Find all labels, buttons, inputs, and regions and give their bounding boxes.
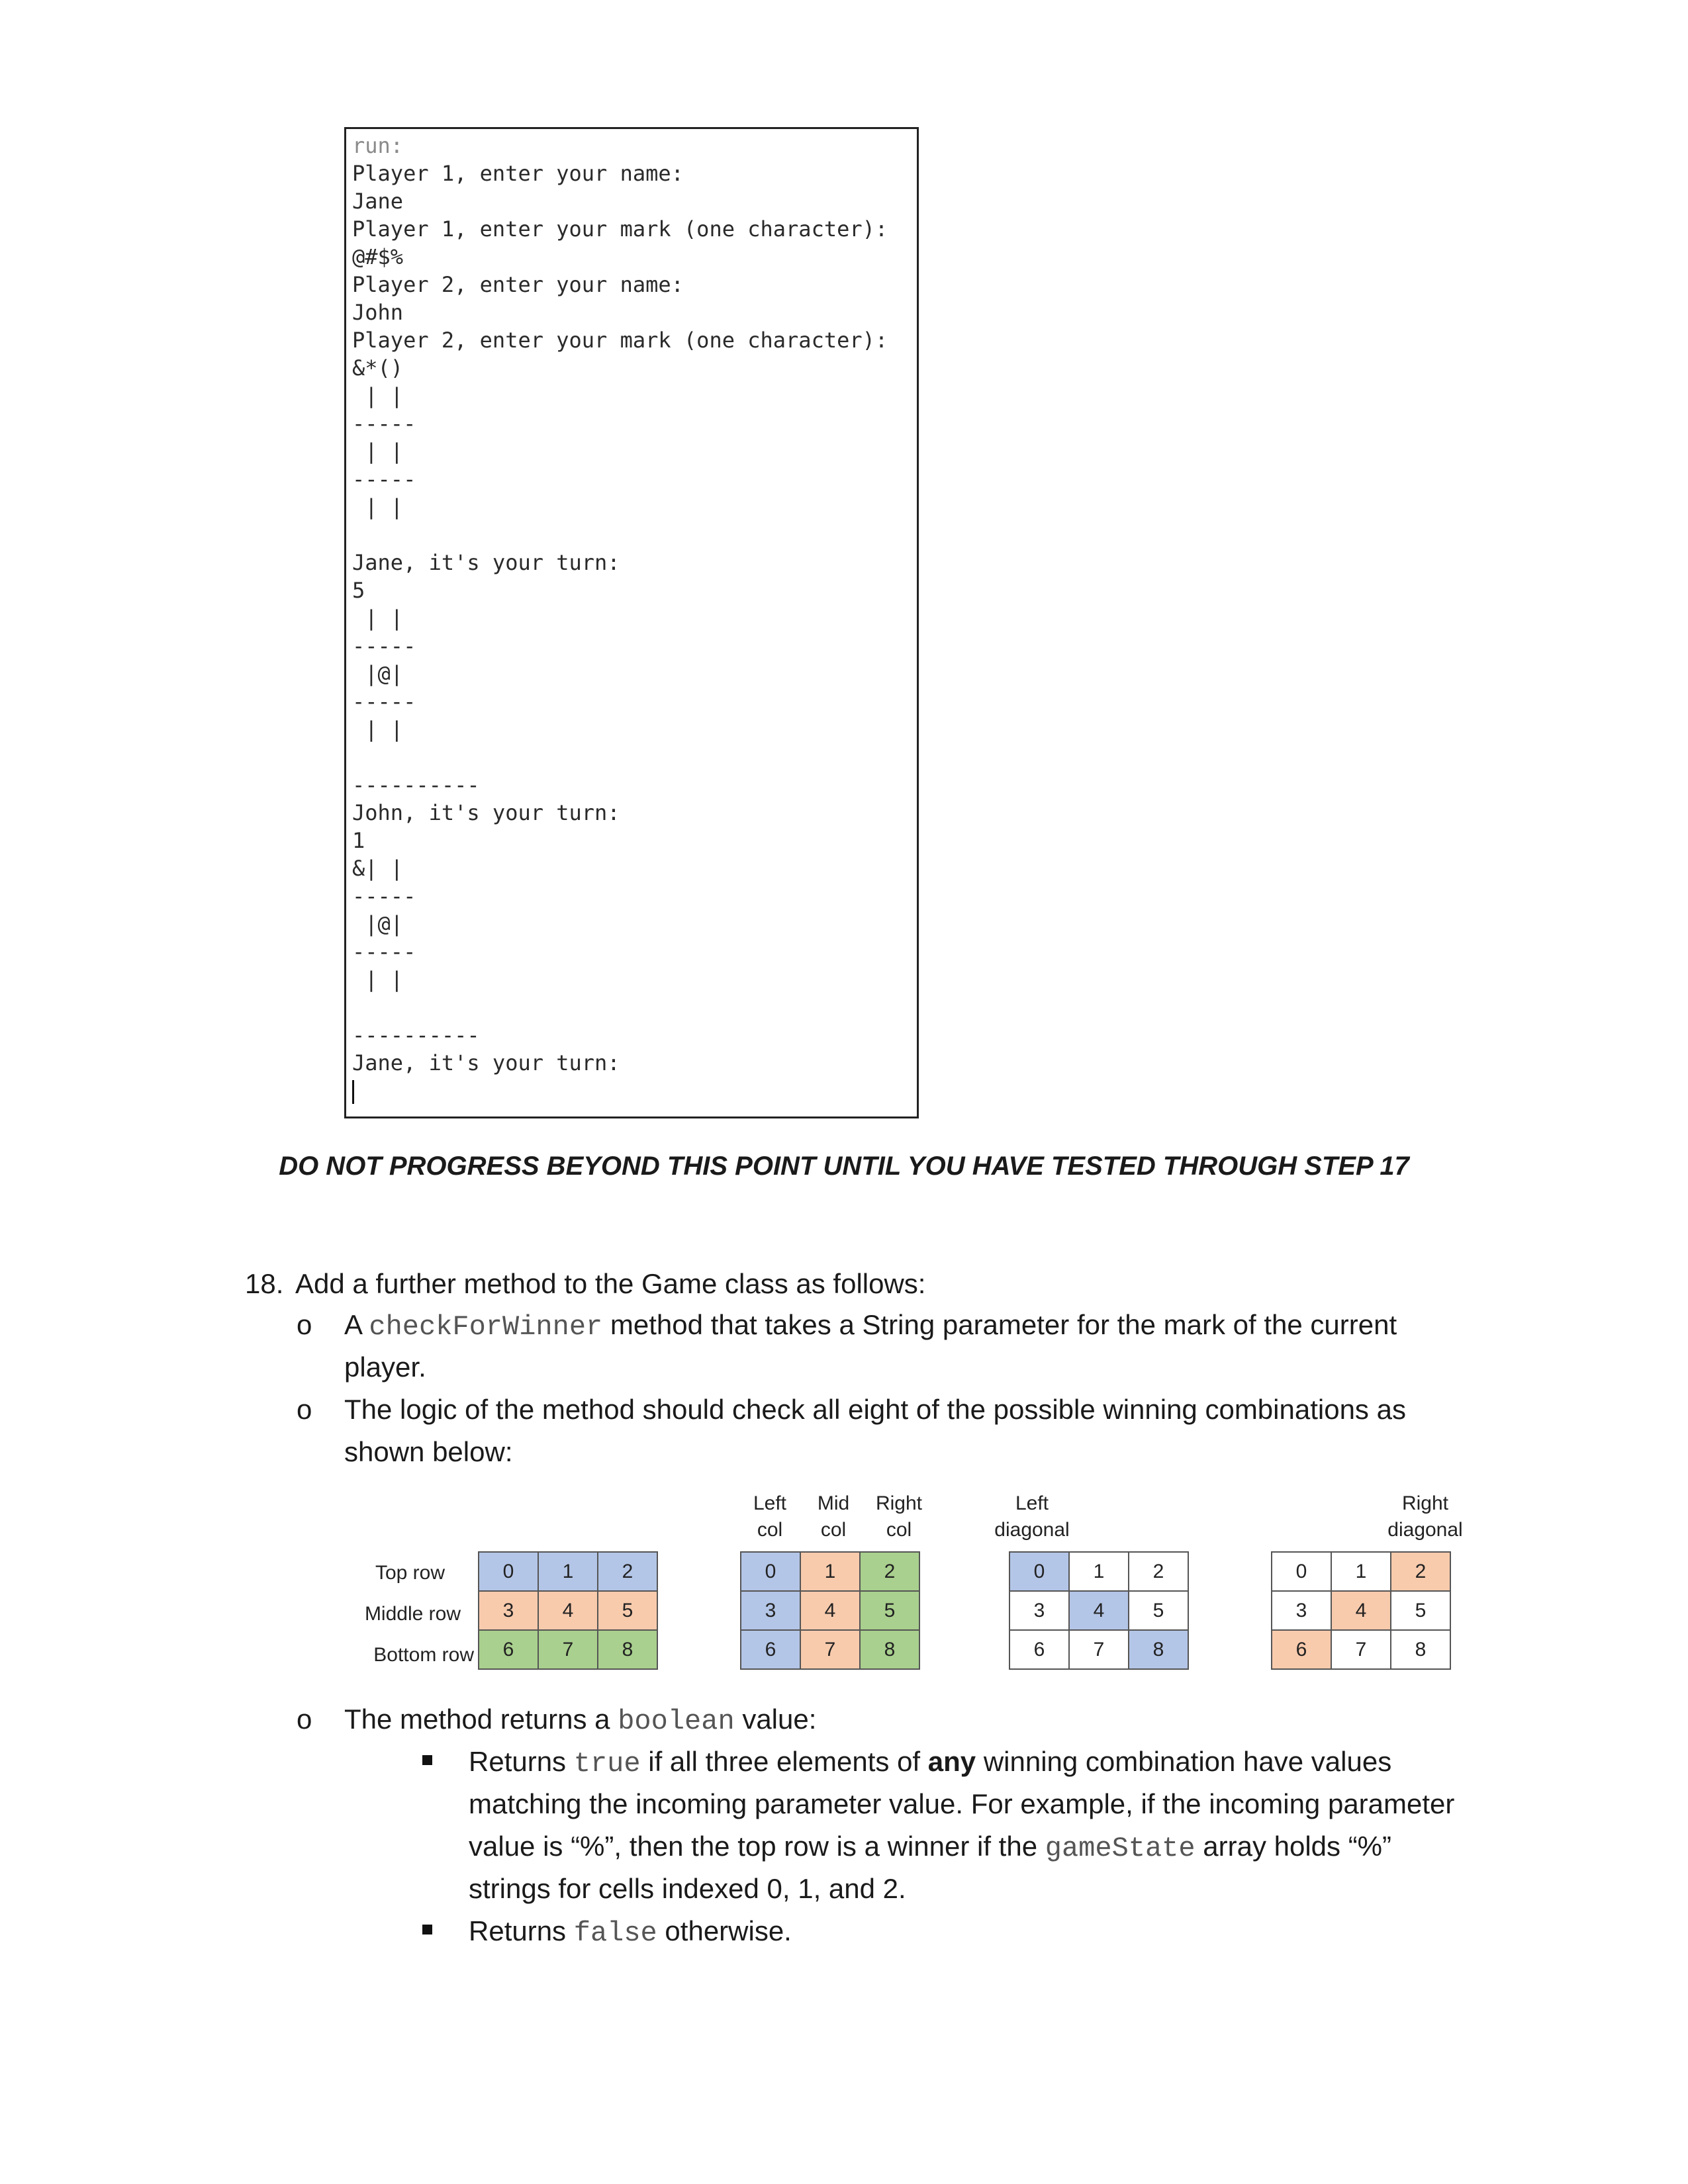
console-line: Player 2, enter your name: — [352, 272, 684, 297]
console-line — [352, 743, 917, 771]
square-bullet-icon — [422, 1755, 432, 1765]
console-line: | | — [352, 383, 404, 408]
cell: 3 — [1009, 1591, 1069, 1630]
bullet-returns-boolean: The method returns a boolean value: — [344, 1704, 817, 1737]
col-label-left: Left col — [753, 1492, 787, 1541]
console-line: Player 1, enter your name: — [352, 161, 684, 186]
console-line: ----- — [352, 411, 416, 436]
console-line: ----- — [352, 689, 416, 714]
cell: 7 — [1331, 1630, 1391, 1669]
cell: 7 — [538, 1630, 598, 1669]
console-line: ---------- — [352, 772, 480, 797]
console-line: run: — [352, 133, 404, 158]
console-line: | | — [352, 606, 404, 631]
console-line: | | — [352, 967, 404, 992]
step-number: 18. — [245, 1268, 284, 1299]
cell: 6 — [741, 1630, 800, 1669]
cell: 6 — [479, 1630, 538, 1669]
console-input-line[interactable] — [352, 1077, 917, 1105]
console-line: @#$% — [352, 244, 404, 269]
bullet-logic: The logic of the method should check all eight of the possible winning combinations as — [344, 1394, 1406, 1425]
console-line: John — [352, 300, 404, 325]
cell: 7 — [800, 1630, 860, 1669]
sub-bullet-true-line4: strings for cells indexed 0, 1, and 2. — [469, 1873, 906, 1904]
square-bullet-icon — [422, 1925, 432, 1934]
cell: 1 — [800, 1552, 860, 1591]
sub-bullet-true-line2: matching the incoming parameter value. For example, if the incoming parameter — [469, 1788, 1455, 1819]
cell: 1 — [1331, 1552, 1391, 1591]
label-left-diagonal: Left diagonal — [994, 1492, 1070, 1541]
console-line: ---------- — [352, 1023, 480, 1048]
console-line: &*() — [352, 355, 404, 381]
grid-right-diagonal — [1271, 1551, 1451, 1670]
console-line: Player 2, enter your mark (one character): — [352, 328, 888, 353]
console-line: Jane, it's your turn: — [352, 550, 620, 575]
sub-bullet-true: Returns true if all three elements of any winning combination have values — [469, 1746, 1392, 1780]
console-line — [352, 993, 917, 1021]
console-line: 5 — [352, 578, 365, 603]
cell: 5 — [1129, 1591, 1188, 1630]
cell: 6 — [1009, 1630, 1069, 1669]
label-right-diagonal: Right diagonal — [1387, 1492, 1463, 1541]
step-text: Add a further method to the Game class as follows: — [295, 1268, 926, 1299]
console-line: John, it's your turn: — [352, 800, 620, 825]
text-cursor — [352, 1080, 354, 1104]
cell: 1 — [538, 1552, 598, 1591]
cell: 5 — [598, 1591, 657, 1630]
console-line: ----- — [352, 939, 416, 964]
bullet-logic-cont: shown below: — [344, 1436, 513, 1467]
cell: 0 — [1272, 1552, 1331, 1591]
cell: 4 — [1069, 1591, 1129, 1630]
cell: 8 — [860, 1630, 919, 1669]
console-line: ----- — [352, 467, 416, 492]
circle-bullet-icon: o — [297, 1309, 312, 1340]
console-line: | | — [352, 717, 404, 742]
console-output — [344, 127, 919, 1118]
console-line: ----- — [352, 633, 416, 659]
cell: 2 — [860, 1552, 919, 1591]
console-line: Jane, it's your turn: — [352, 1050, 620, 1075]
col-label-mid: Mid col — [817, 1492, 850, 1541]
bullet-checkforwinner-cont: player. — [344, 1351, 426, 1383]
col-label-right: Right col — [875, 1492, 923, 1541]
grid-rows — [478, 1551, 658, 1670]
cell: 2 — [598, 1552, 657, 1591]
console-line: |@| — [352, 661, 404, 686]
console-line: 1 — [352, 828, 365, 853]
sub-bullet-false: Returns false otherwise. — [469, 1915, 792, 1949]
cell: 8 — [598, 1630, 657, 1669]
cell: 3 — [741, 1591, 800, 1630]
cell: 8 — [1391, 1630, 1450, 1669]
warning-heading: DO NOT PROGRESS BEYOND THIS POINT UNTIL YOU HAVE TESTED THROUGH STEP 17 — [279, 1152, 1409, 1181]
cell: 7 — [1069, 1630, 1129, 1669]
cell: 4 — [800, 1591, 860, 1630]
cell: 1 — [1069, 1552, 1129, 1591]
cell: 5 — [860, 1591, 919, 1630]
cell: 6 — [1272, 1630, 1331, 1669]
row-label-top: Top row — [375, 1562, 445, 1584]
cell: 0 — [741, 1552, 800, 1591]
grid-left-diagonal — [1009, 1551, 1189, 1670]
cell: 2 — [1129, 1552, 1188, 1591]
row-label-middle: Middle row — [364, 1603, 461, 1625]
cell: 0 — [479, 1552, 538, 1591]
console-line: |@| — [352, 911, 404, 936]
cell: 5 — [1391, 1591, 1450, 1630]
cell: 0 — [1009, 1552, 1069, 1591]
cell: 3 — [479, 1591, 538, 1630]
circle-bullet-icon: o — [297, 1704, 312, 1735]
circle-bullet-icon: o — [297, 1394, 312, 1425]
row-label-bottom: Bottom row — [373, 1644, 474, 1666]
cell: 4 — [1331, 1591, 1391, 1630]
console-line: Player 1, enter your mark (one character): — [352, 216, 888, 242]
bullet-checkforwinner: A checkForWinner method that takes a String parameter for the mark of the current — [344, 1309, 1397, 1343]
grid-columns — [740, 1551, 920, 1670]
sub-bullet-true-line3: value is “%”, then the top row is a winner if the gameState array holds “%” — [469, 1831, 1392, 1864]
cell: 2 — [1391, 1552, 1450, 1591]
console-line: &| | — [352, 856, 404, 881]
cell: 4 — [538, 1591, 598, 1630]
cell: 8 — [1129, 1630, 1188, 1669]
console-line: ----- — [352, 884, 416, 909]
cell: 3 — [1272, 1591, 1331, 1630]
console-line: Jane — [352, 189, 404, 214]
console-line — [352, 521, 917, 549]
console-line: | | — [352, 439, 404, 464]
console-line: | | — [352, 494, 404, 520]
